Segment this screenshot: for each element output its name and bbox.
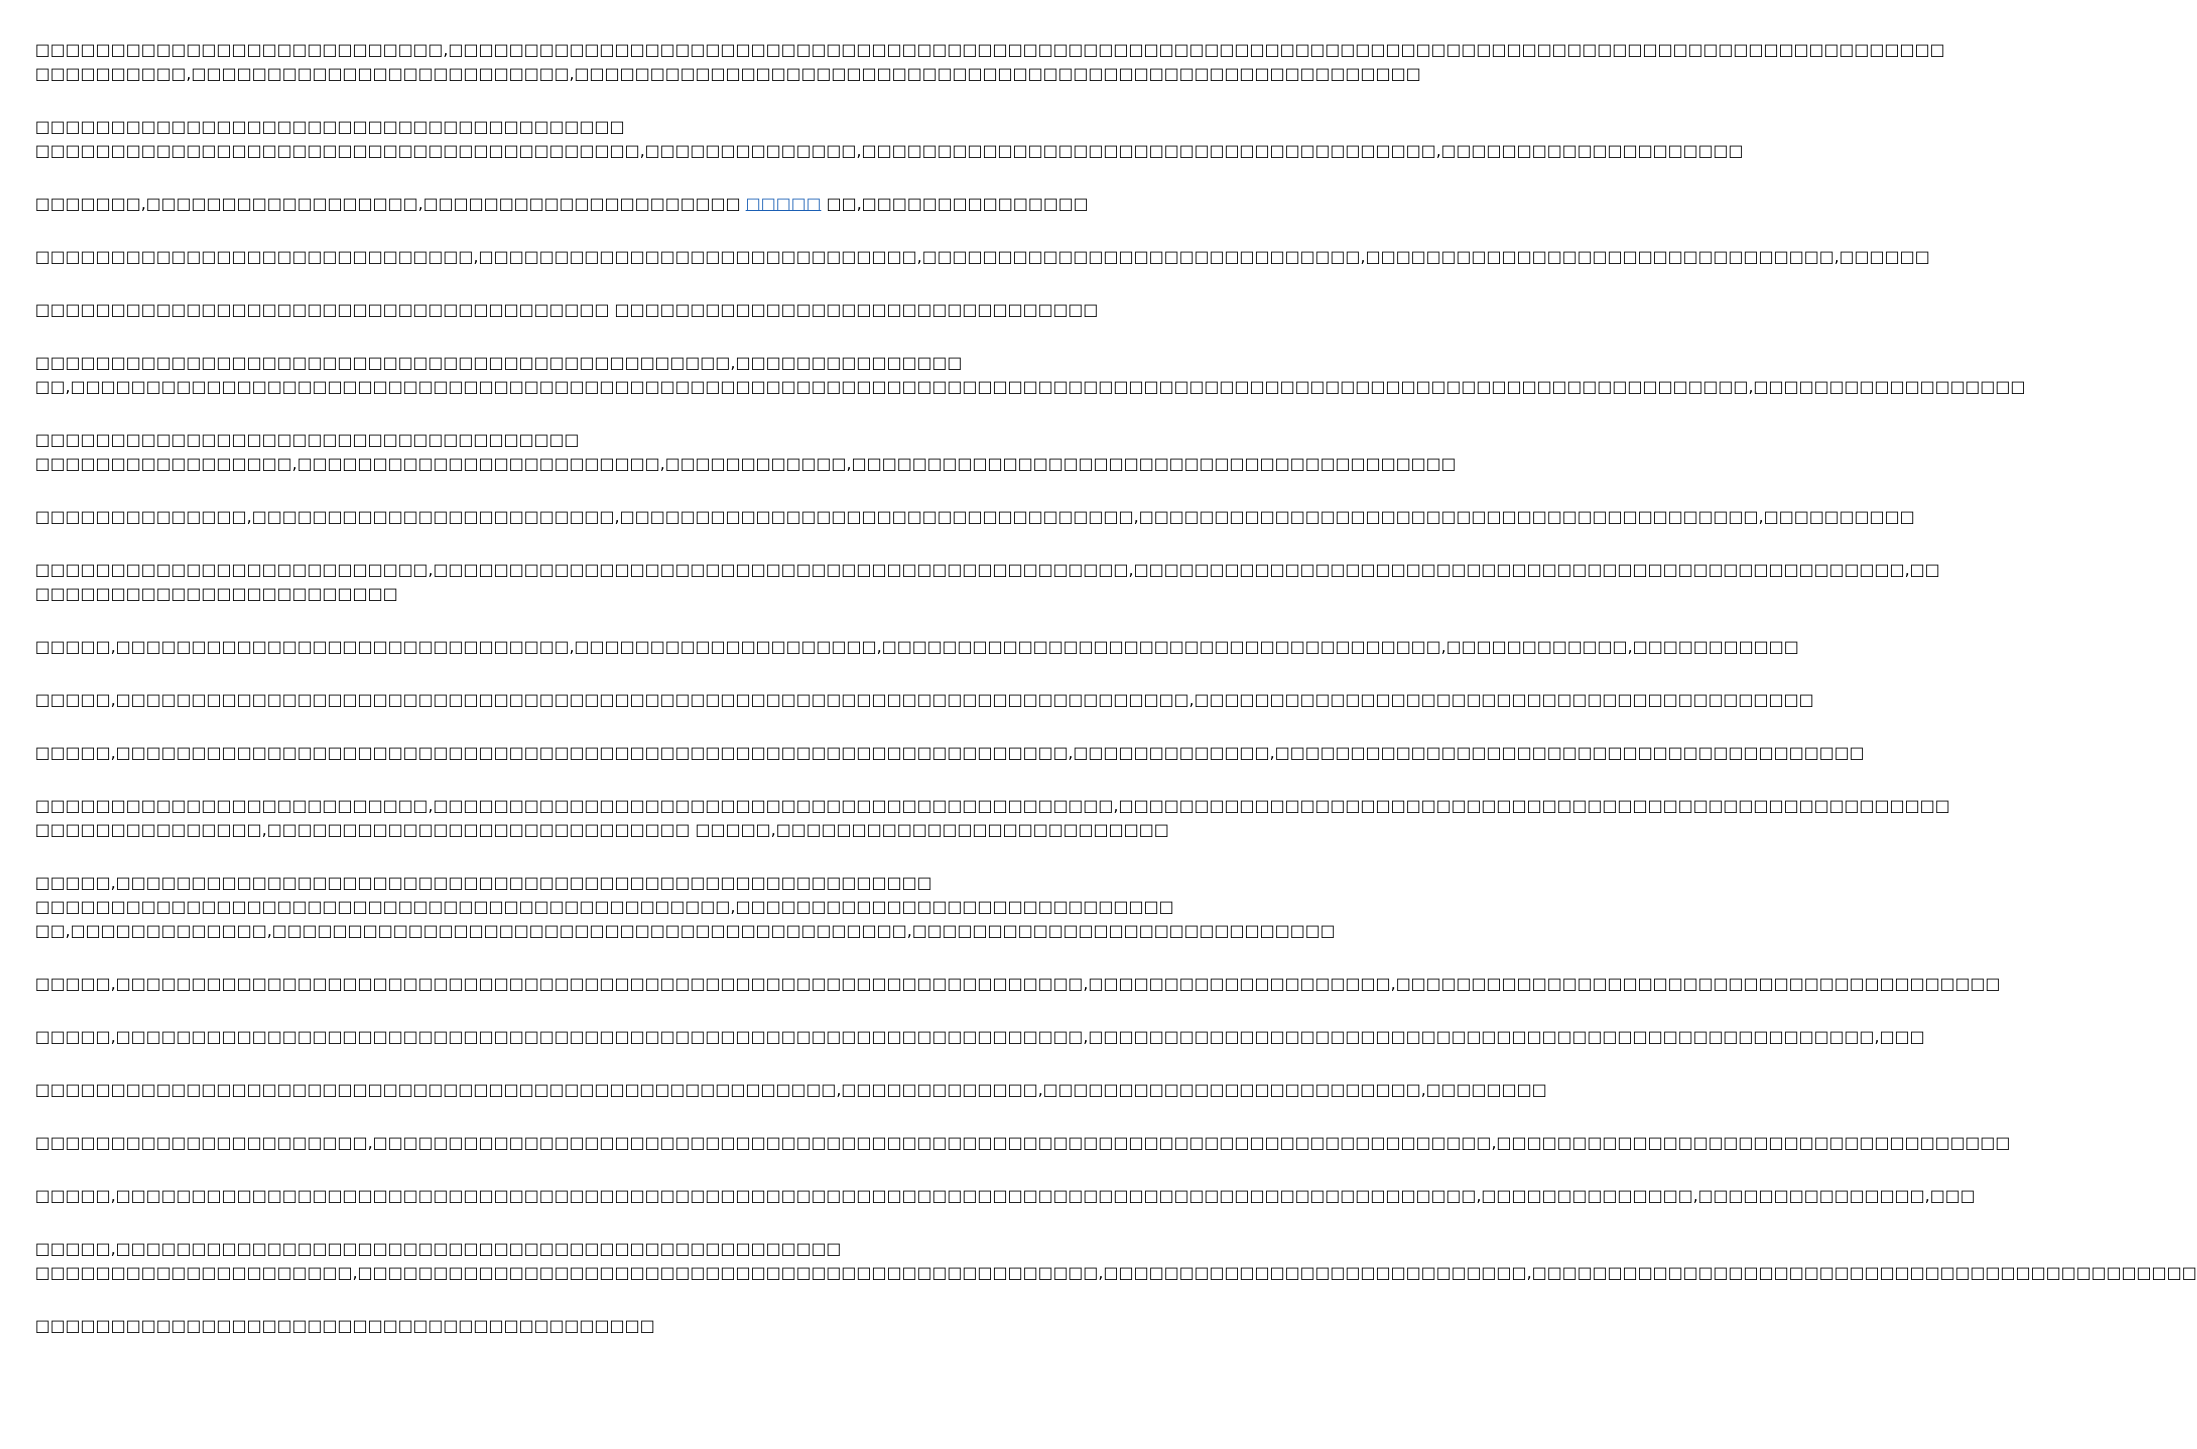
paragraph	[35, 1131, 2011, 1155]
paragraph	[35, 245, 1930, 269]
paragraph-line: □□□□□,□□□□□□□□□□□□□□□□□□□□□□□□□□□□□□□□□□□□□□□□□□□□□□□□	[35, 1239, 842, 1258]
document-body	[35, 38, 2197, 1367]
text-run: □□,□□□□□□□□□□□□□□□	[821, 194, 1089, 213]
paragraph	[35, 1314, 990, 1338]
paragraph-line: □□□□□□□□□□□□□□□□□□□□□□,□□□□□□□□□□□□□□□□□□□□□□□□□□□□□□□□□□□□□□□□□□□□□□□□□□□□□□□□□□□□□□□□□□□□□□□□□□,□□□□□□□□□□□□□□□□□□□□□□□□□□□□□□□□□□	[35, 1133, 2011, 1152]
paragraph	[35, 871, 1336, 943]
paragraph-line: □□□□□□□□□□□□□□□□□□□□□□□□□□□□□□□□□□□□□□□□□□□□□□,□□□□□□□□□□□□□□□□□□□□□□□□□□□□□	[35, 897, 1174, 916]
paragraph	[35, 1025, 1925, 1049]
paragraph-line: □□□□□□□□□□□□□□□□□□□□□□□□□□□□□□□□□□□□□□ □□□□□□□□□□□□□□□□□□□□□□□□□□□□□□□□	[35, 300, 1099, 319]
paragraph-line: □□□□□□□□□□□□□□□□□,□□□□□□□□□□□□□□□□□□□□□□□□,□□□□□□□□□□□□,□□□□□□□□□□□□□□□□□□□□□□□□□□□□□□□□□□□□□□□□	[35, 454, 1457, 473]
paragraph-line: □□□□□□□□□□□□□□□□□□□□□□□□□□,□□□□□□□□□□□□□□□□□□□□□□□□□□□□□□□□□□□□□□□□□□□□□□,□□□□□□□□□□□□□□□□□□□□□□□□□□□□□□□□□□□□□□□□□□□□□□□□□□□,□□	[35, 560, 1940, 579]
paragraph-line: □□□□□,□□□□□□□□□□□□□□□□□□□□□□□□□□□□□□□□□□□□□□□□□□□□□□□□□□□□□□□□□□□□□□□□□□□□□□□□□□□□□□□□□□□□□□□□□□,□□□□□□□□□□□□□□,□□□□□□□□□□□□□□□,□□□	[35, 1186, 1976, 1205]
paragraph-line: □□□□□,□□□□□□□□□□□□□□□□□□□□□□□□□□□□□□,□□□□□□□□□□□□□□□□□□□□,□□□□□□□□□□□□□□□□□□□□□□□□□□□□□□□□□□□□□,□□□□□□□□□□□□,□□□□□□□□□□□	[35, 637, 1799, 656]
paragraph-line: □□□□□,□□□□□□□□□□□□□□□□□□□□□□□□□□□□□□□□□□□□□□□□□□□□□□□□□□□□□□□□□□□□□□□□,□□□□□□□□□□□□□□□□□□□□□□□□□□□□□□□□□□□□□□□□□□□□□□□□□□□□,□□□	[35, 1027, 1925, 1046]
paragraph-line	[35, 192, 1089, 216]
paragraph	[35, 1184, 1976, 1208]
paragraph	[35, 38, 1945, 86]
paragraph-line: □□□□□□□□□□□□□□□□□□□□□□□□□□□□□□□□□□□□□□□□□	[35, 1316, 655, 1335]
paragraph	[35, 688, 1814, 712]
paragraph	[35, 558, 1940, 606]
paragraph-line: □□□□□,□□□□□□□□□□□□□□□□□□□□□□□□□□□□□□□□□□□□□□□□□□□□□□□□□□□□□□	[35, 873, 932, 892]
paragraph	[35, 505, 1915, 529]
paragraph	[35, 115, 1744, 163]
paragraph	[35, 794, 1950, 842]
paragraph-line: □□□□□,□□□□□□□□□□□□□□□□□□□□□□□□□□□□□□□□□□□□□□□□□□□□□□□□□□□□□□□□□□□□□□□,□□□□□□□□□□□□□,□□□□□□□□□□□□□□□□□□□□□□□□□□□□□□□□□□□□□□□	[35, 743, 1865, 762]
paragraph-line: □□□□□□□□□□□□□□□□□□□□□□□□	[35, 584, 398, 603]
paragraph	[35, 741, 1865, 765]
paragraph-line: □□□□□□□□□□,□□□□□□□□□□□□□□□□□□□□□□□□□,□□□□□□□□□□□□□□□□□□□□□□□□□□□□□□□□□□□□□□□□□□□□□□□□□□□□□□□□	[35, 64, 1421, 83]
paragraph	[35, 298, 1099, 322]
paragraph-line: □□□□□,□□□□□□□□□□□□□□□□□□□□□□□□□□□□□□□□□□□□□□□□□□□□□□□□□□□□□□□□□□□□□□□□,□□□□□□□□□□□□□□□□□□□□,□□□□□□□□□□□□□□□□□□□□□□□□□□□□□□□□□□□□□□□□	[35, 974, 2001, 993]
paragraph-line: □□□□□□□□□□□□□□□□□□□□□□□□□□□□□□□□□□□□	[35, 430, 580, 449]
paragraph-line: □□□□□□□□□□□□□□□□□□□□□□□□□□□□□□□□□□□□□□□□□□□□□□□□□□□□□,□□□□□□□□□□□□□,□□□□□□□□□□□□□□□□□□□□□□□□□,□□□□□□□□	[35, 1080, 1547, 1099]
paragraph-line: □□,□□□□□□□□□□□□□,□□□□□□□□□□□□□□□□□□□□□□□□□□□□□□□□□□□□□□□□□□,□□□□□□□□□□□□□□□□□□□□□□□□□□□□	[35, 921, 1336, 940]
paragraph-line: □□□□□□□□□□□□□□□□□□□□□,□□□□□□□□□□□□□□□□□□□□□□□□□□□□□□□□□□□□□□□□□□□□□□□□□,□□□□□□□□□□□□□□□□□□□□□□□□□□□□,□□□□□□□□□□□□□□□□□□□□□□□□□□□□□□□□□□□□□□□□□□□□	[35, 1263, 2197, 1282]
paragraph-line: □□□□□□□□□□□□□□,□□□□□□□□□□□□□□□□□□□□□□□□,□□□□□□□□□□□□□□□□□□□□□□□□□□□□□□□□□□,□□□□□□□□□□□□□□□□□□□□□□□□□□□□□□□□□□□□□□□□□,□□□□□□□□□□	[35, 507, 1915, 526]
paragraph-line: □□□□□,□□□□□□□□□□□□□□□□□□□□□□□□□□□□□□□□□□□□□□□□□□□□□□□□□□□□□□□□□□□□□□□□□□□□□□□,□□□□□□□□□□□□□□□□□□□□□□□□□□□□□□□□□□□□□□□□□	[35, 690, 1814, 709]
paragraph-line: □□□□□□□□□□□□□□□,□□□□□□□□□□□□□□□□□□□□□□□□□□□□ □□□□□,□□□□□□□□□□□□□□□□□□□□□□□□□□	[35, 820, 1169, 839]
paragraph	[35, 192, 1089, 216]
paragraph	[35, 635, 1799, 659]
text-run: □□□□□□□,□□□□□□□□□□□□□□□□□□,□□□□□□□□□□□□□□□□□□□□□	[35, 194, 746, 213]
paragraph-line: □□□□□□□□□□□□□□□□□□□□□□□□□□□□□□□□□□□□□□□□,□□□□□□□□□□□□□□,□□□□□□□□□□□□□□□□□□□□□□□□□□□□□□□□□□□□□□,□□□□□□□□□□□□□□□□□□□□	[35, 141, 1744, 160]
paragraph	[35, 351, 2026, 399]
paragraph	[35, 1237, 2197, 1285]
paragraph-line: □□□□□□□□□□□□□□□□□□□□□□□□□□□□□□□□□□□□□□□	[35, 117, 625, 136]
paragraph-line: □□□□□□□□□□□□□□□□□□□□□□□□□□□□□,□□□□□□□□□□□□□□□□□□□□□□□□□□□□□,□□□□□□□□□□□□□□□□□□□□□□□□□□□□□,□□□□□□□□□□□□□□□□□□□□□□□□□□□□□□□,□□□□□□	[35, 247, 1930, 266]
paragraph	[35, 1078, 1547, 1102]
paragraph-line: □□□□□□□□□□□□□□□□□□□□□□□□□□□□□□□□□□□□□□□□□□□□□□,□□□□□□□□□□□□□□□	[35, 353, 963, 372]
paragraph	[35, 428, 1457, 476]
paragraph-line: □□,□□□□□□□□□□□□□□□□□□□□□□□□□□□□□□□□□□□□□□□□□□□□□□□□□□□□□□□□□□□□□□□□□□□□□□□□□□□□□□□□□□□□□□□□□□□□□□□□□□□□□□□□□□□□□□□,□□□□□□□□□□□□□□□□□□	[35, 377, 2026, 396]
paragraph-line: □□□□□□□□□□□□□□□□□□□□□□□□□□,□□□□□□□□□□□□□□□□□□□□□□□□□□□□□□□□□□□□□□□□□□□□□,□□□□□□□□□□□□□□□□□□□□□□□□□□□□□□□□□□□□□□□□□□□□□□□□□□□□□□□	[35, 796, 1950, 815]
paragraph	[35, 972, 2001, 996]
paragraph-line: □□□□□□□□□□□□□□□□□□□□□□□□□□□,□□□□□□□□□□□□□□□□□□□□□□□□□□□□□□□□□□□□□□□□□□□□□□□□□□□□□□□□□□□□□□□□□□□□□□□□□□□□□□□□□□□□□□□□□□□□□□□□□□□	[35, 40, 1945, 59]
inline-link[interactable]: □□□□□	[745, 194, 822, 213]
